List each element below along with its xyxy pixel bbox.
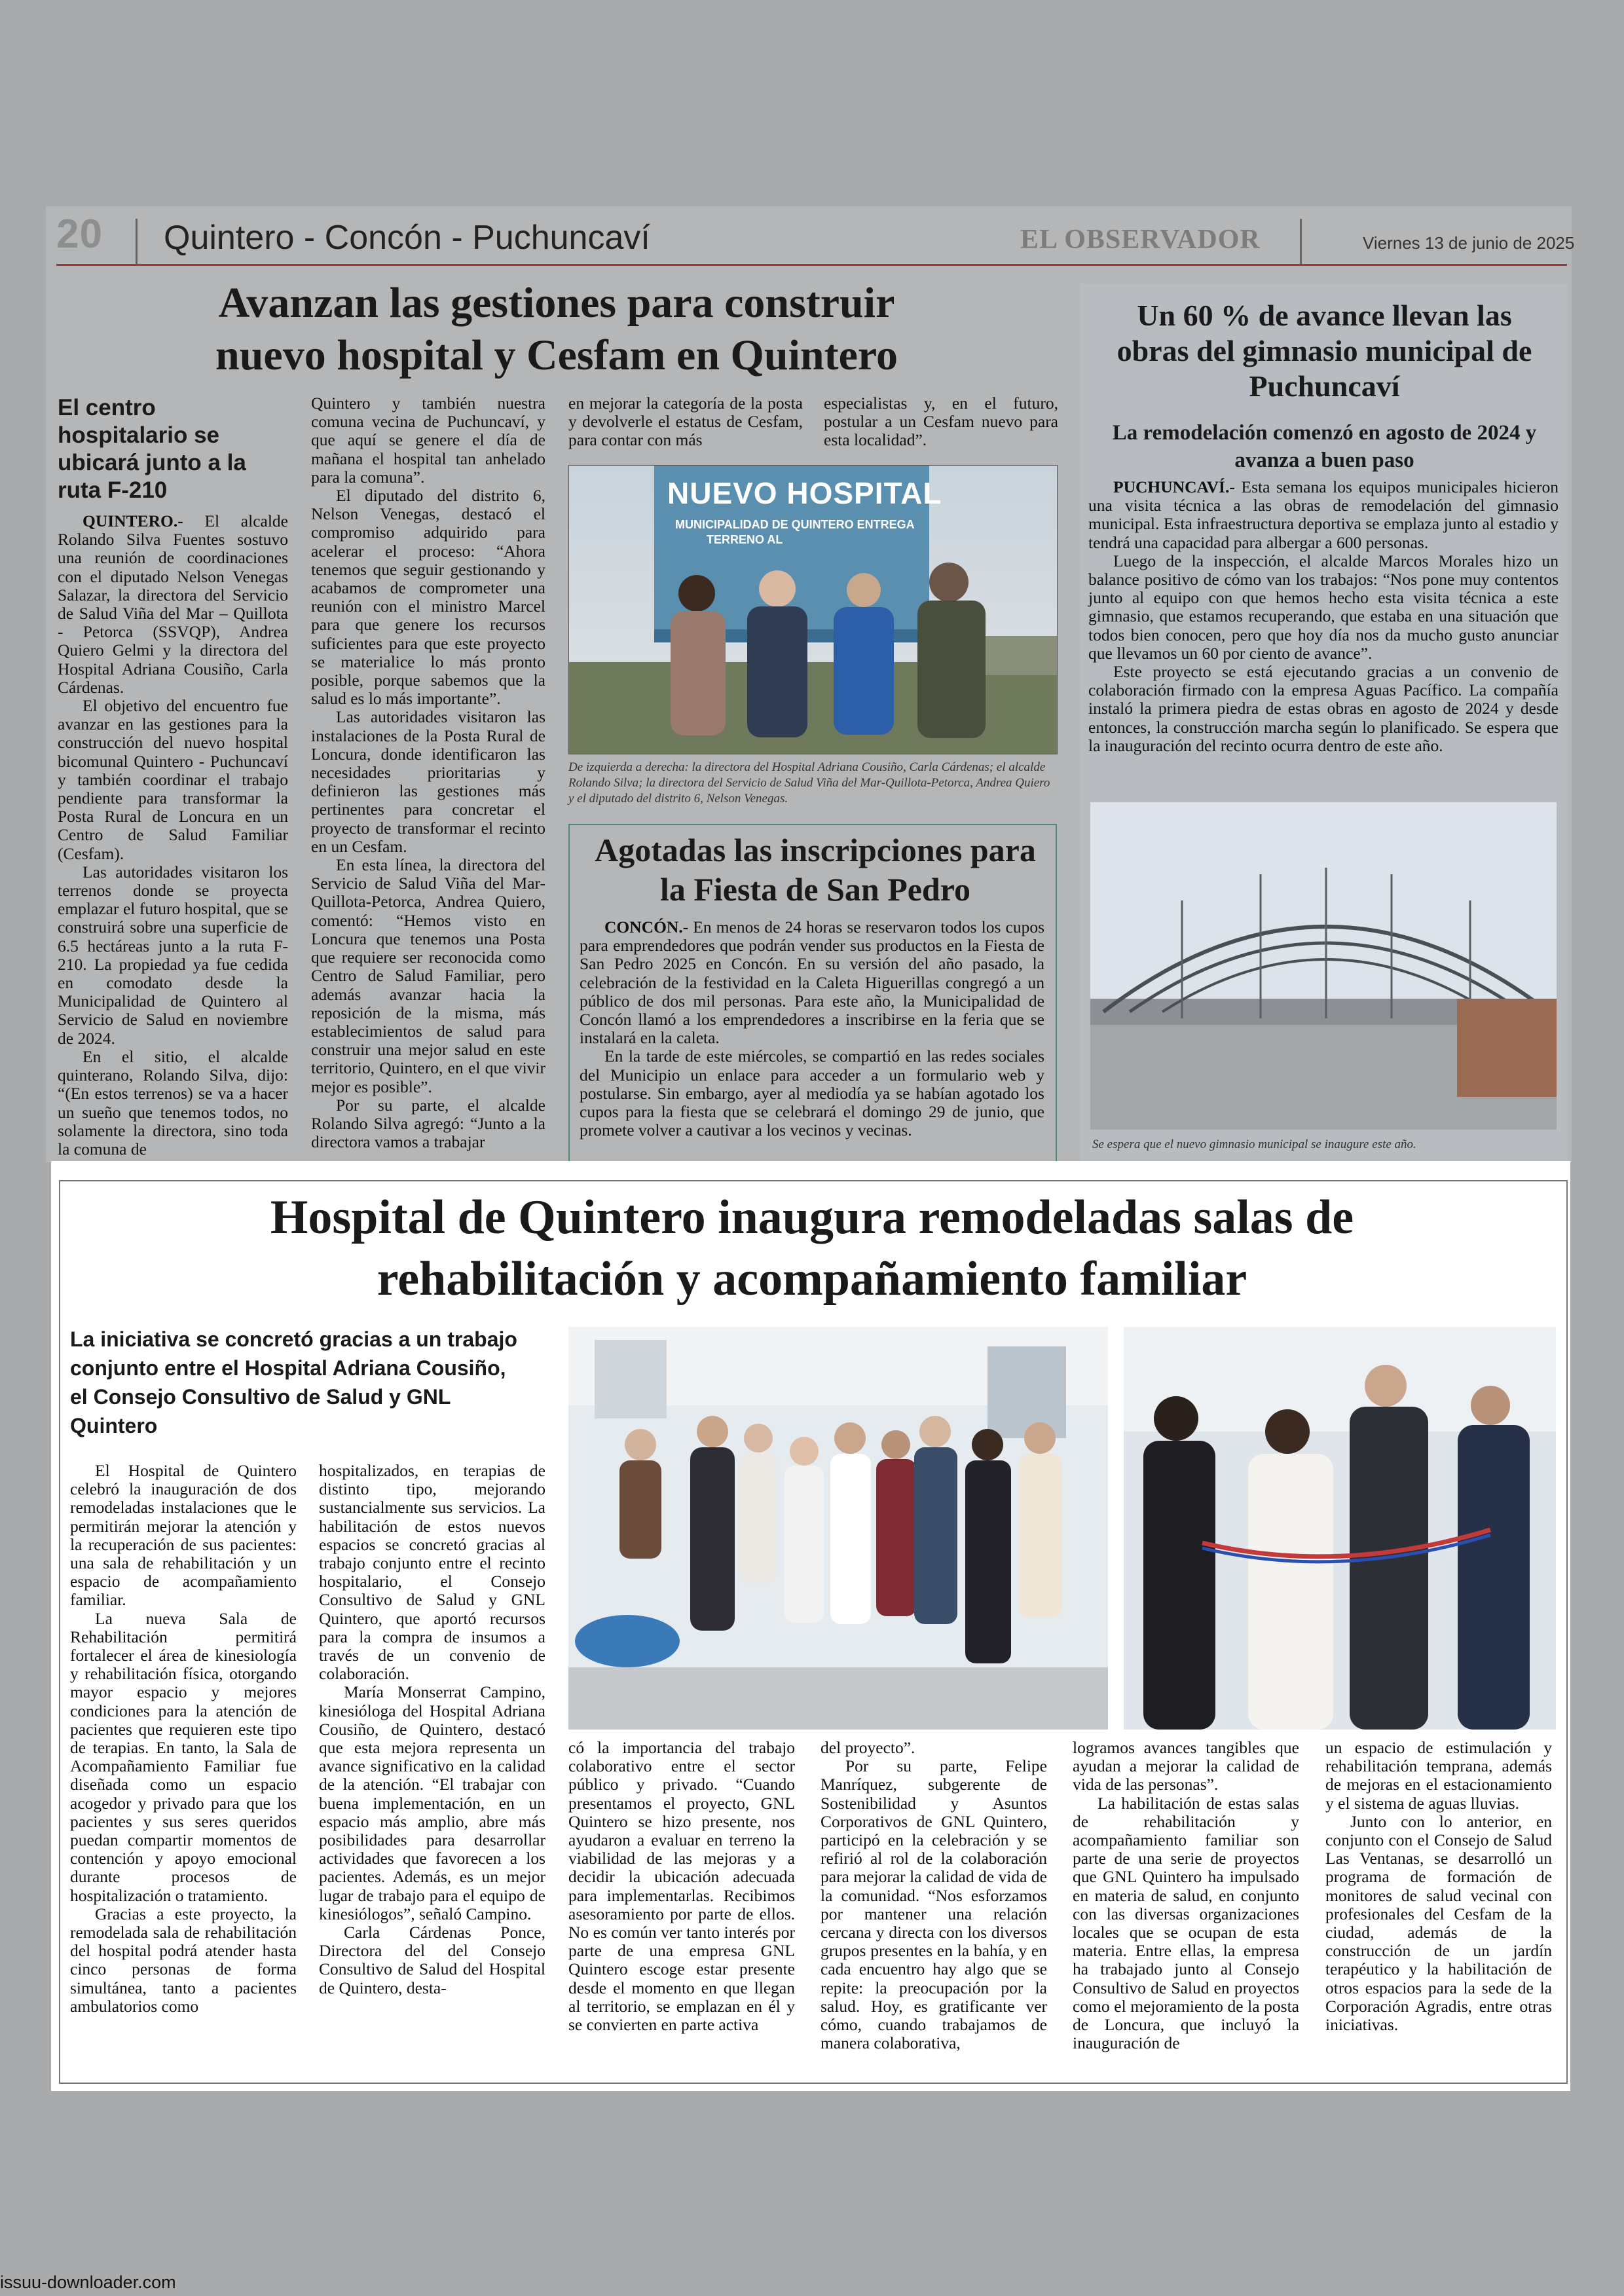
article3-p2: Luego de la inspección, el alcalde Marcos Morales hizo un balance positivo de cómo van los trabajos: “Nos pone muy contentos junto al equipo con que hemos hecho esta visita técnica a este gimnasio, que estamos recuperando, que estaba en una situación que todos bien conocen, pero que hoy día nos da mucho gusto anunciar que llevamos un 60 por ciento de avance”.: [1088, 551, 1559, 663]
article4-column-3: [568, 1739, 795, 2034]
article4-c1-p2: La nueva Sala de Rehabilitación permitirá fortalecer el área de kinesiología y rehabilitación física, otorgando mayor espacio y mejores condiciones para la atención de pacientes que requieren este tipo de terapias. En tanto, la Sala de Acompañamiento Familiar fue diseñada como un espacio acogedor y privado para que los pacientes y sus seres queridos puedan compartir momentos de contención y apoyo emocional durante procesos de hospitalización o tratamiento.: [70, 1608, 297, 1905]
article4-column-2: [319, 1462, 545, 1997]
article1-c2-p4: En esta línea, la directora del Servicio de Salud Viña del Mar-Quillota-Petorca, Andrea Quiero, comentó: “Hemos visto en Loncura que tenemos una Posta que requiere ser reconocida como Centro de Salud Familiar, pero además avanzar hacia la reposición de la misma, más establecimientos de salud para construir una mejor salud en este territorio, Quintero, en el que vivir mejor es posible”.: [311, 855, 545, 1096]
sign-text-1: NUEVO HOSPITAL: [667, 476, 942, 510]
article4-c2-p2: María Monserrat Campino, kinesióloga del Hospital Adriana Cousiño, de Quintero, destacó que esta mejora representa un avance significativo en la calidad de la atención. “El trabajar con buena implementación, en un espacio más amplio, abre más posibilidades para desarrollar actividades que favorecen a los pacientes. Además, es un mejor lugar de trabajo para el equipo de kinesiólogos”, señaló Campino.: [319, 1682, 545, 1923]
article1-c2-p2: El diputado del distrito 6, Nelson Venegas, destacó el compromiso adquirido para acelerar el proceso: “Ahora tenemos que seguir gestionando y acabamos de comprometer una reunión con el ministro Marcel para que genere los recursos suficientes para que este proyecto se materialice lo más pronto posible, porque sabemos que la salud es lo más importante”.: [311, 486, 545, 709]
article1-c2-p5: Por su parte, el alcalde Rolando Silva agregó: “Junto a la directora vamos a trabajar: [311, 1095, 545, 1152]
article1-column-2: [311, 394, 545, 1176]
article4-c1-p3: Gracias a este proyecto, la remodelada sala de rehabilitación del hospital podrá atender hasta cinco personas de forma simultánea, tanto a pacientes ambulatorios como: [70, 1904, 297, 2016]
article1-headline: Avanzan las gestiones para construir nuevo hospital y Cesfam en Quintero: [215, 279, 898, 379]
header-red-rule: [56, 264, 1567, 266]
gym-caption: Se espera que el nuevo gimnasio municipal se inaugure este año.: [1092, 1138, 1416, 1151]
article3-subhead: La remodelación comenzó en agosto de 2024 y avanza a buen paso: [1112, 421, 1537, 472]
article1-c1-p3: Las autoridades visitaron los terrenos donde se proyecta emplazar el futuro hospital, que se construirá sobre una superficie de 6.5 hectáreas junto a la ruta F-210. La propiedad ya fue cedida en comodato desde la Municipalidad de Quintero al Servicio de Salud en noviembre de 2024.: [58, 862, 288, 1048]
article4-subhead: La iniciativa se concretó gracias a un trabajo conjunto entre el Hospital Adriana Cousiño, el Consejo Consultivo de Salud y GNL Quintero: [70, 1327, 517, 1437]
dateline-puchuncavi: PUCHUNCAVÍ.-: [1113, 477, 1235, 496]
article4-c5-p1: logramos avances tangibles que ayudan a mejorar la calidad de vida de las personas”.: [1073, 1738, 1299, 1794]
article1-c1-p1: El alcalde Rolando Silva Fuentes sostuvo una reunión de coordinaciones con el diputado Nelson Venegas Salazar, la directora del Servicio de Salud Viña del Mar – Quillota - Petorca (SSVQP), Andrea Quiero Gelmi y la directora del Hospital Adriana Cousiño, Carla Cárdenas.: [58, 512, 288, 697]
article4-column-1: [70, 1462, 297, 2016]
page-number: 20: [56, 212, 103, 257]
article1-c1-p4: En el sitio, el alcalde quinterano, Rolando Silva, dijo: “(En estos terrenos) se va a hacer un sueño que tenemos todos, no solamente la directora, sino toda la comuna de: [58, 1046, 288, 1158]
section-title: Quintero - Concón - Puchuncaví: [164, 219, 650, 257]
article3-p1: Esta semana los equipos municipales hicieron una visita técnica a las obras de remodelación del gimnasio municipal. Esta infraestructura deportiva se emplaza junto al estadio y tendrá una capacidad para albergar a 600 personas.: [1088, 477, 1559, 552]
article4-column-4: [821, 1739, 1047, 2052]
header-divider: [136, 219, 138, 266]
article4-c3-p1: có la importancia del trabajo colaborativo entre el sector público y privado. “Cuando presentamos el proyecto, GNL Quintero se hizo presente, nos ayudaron a evaluar en terreno la viabilidad de las mejoras y a decidir la ubicación adecuada para implementarlas. Recibimos asesoramiento por parte de ellos. No es común ver tanto interés por parte de una empresa GNL Quintero escoge estar presente desde el momento en que llegan al territorio, se emplazan en él y se convierten en parte activa: [568, 1738, 795, 2035]
sign-text-3: TERRENO AL: [707, 533, 783, 546]
article1-c1-p2: El objetivo del encuentro fue avanzar en las gestiones para la construcción del nuevo hospital bicomunal Quintero - Puchuncaví y también coordinar el trabajo pendiente para transformar la Posta Rural de Loncura en un Centro de Salud Familiar (Cesfam).: [58, 696, 288, 863]
article1-subhead: El centro hospitalario se ubicará junto a la ruta F-210: [58, 395, 246, 503]
article1-column-1: [58, 512, 288, 1176]
gym-construction-photo: [1090, 802, 1557, 1130]
article4-c4-p2: Por su parte, Felipe Manríquez, subgerente de Sostenibilidad y Asuntos Corporativos de GNL Quintero, participó en la celebración y se refirió al rol de la colaboración para mejorar la calidad de vida de la comunidad. “Nos esforzamos por mantener una relación cercana y directa con los diversos grupos presentes en la bahía, y en cada encuentro hay algo que se repite: la preocupación por la salud. Hoy, es gratificante ver cómo, cuando trabajamos de manera colaborativa,: [821, 1756, 1047, 2053]
article2-p2: En la tarde de este miércoles, se compartió en las redes sociales del Municipio un enlace para acceder a un formulario web y postularse. Sin embargo, ayer al mediodía ya se habían agotado los cupos para la fiesta que se celebrará el domingo 29 de junio, que promete volver a cautivar a los vecinos y vecinas.: [580, 1046, 1044, 1140]
newspaper-name: EL OBSERVADOR: [1020, 225, 1261, 255]
dateline-concon: CONCÓN.-: [604, 917, 689, 936]
article4-c2-p1: hospitalizados, en terapias de distinto tipo, mejorando sustancialmente sus servicios. La habilitación de estos nuevos espacios se concretó gracias al trabajo conjunto entre el recinto hospitalario, el Consejo Consultivo de Salud y GNL Quintero, que aportó recursos para la compra de insumos a través de un convenio de colaboración.: [319, 1461, 545, 1684]
article1-c2-p1: Quintero y también nuestra comuna vecina de Puchuncaví, y que aquí se genere el día de mañana el hospital tan anhelado para la comuna”.: [311, 394, 545, 487]
watermark-text[interactable]: issuu-downloader.com: [0, 2272, 176, 2292]
group-photo: [568, 1327, 1108, 1730]
article3-p3: Este proyecto se está ejecutando gracias a un convenio de colaboración firmado con la empresa Aguas Pacífico. La compañía instaló la primera piedra de estas obras en agosto de 2024 y desde entonces, la construcción marcha según lo planificado. Se espera que la inauguración del recinto ocurra dentro de este año.: [1088, 662, 1559, 755]
header-divider-2: [1300, 219, 1302, 266]
article4-c6-p2: Junto con lo anterior, en conjunto con el Consejo de Salud Las Ventanas, se desarrolló un programa de formación de monitores de salud vecinal con profesionales del Cesfam de la ciudad, además de la construcción de un jardín terapéutico y la habilitación de otros espacios para la sede de la Corporación Agradis, entre otras iniciativas.: [1325, 1811, 1552, 2035]
article4-column-5: [1073, 1739, 1299, 2052]
hospital-site-caption: De izquierda a derecha: la directora del Hospital Adriana Cousiño, Carla Cárdenas; el alcalde Rolando Silva; la directora del Servicio de Salud Viña del Mar-Quillota-Petorca, Andrea Quiero y el diputado del distrito 6, Nelson Venegas.: [568, 760, 1050, 805]
article2-headline: Agotadas las inscripciones para la Fiesta de San Pedro: [595, 832, 1036, 908]
article3-body: [1088, 478, 1559, 755]
article4-c1-p1: El Hospital de Quintero celebró la inauguración de dos remodeladas instalaciones que le permitirán mejorar la atención y la recuperación de sus pacientes: una sala de rehabilitación y un espacio de acompañamiento familiar.: [70, 1461, 297, 1610]
article2-body: [580, 918, 1044, 1139]
article1-column-4: [824, 394, 1058, 450]
article2-p1: En menos de 24 horas se reservaron todos los cupos para emprendedores que podrán vender sus productos en la Fiesta de San Pedro 2025 en Concón. En su versión del año pasado, la celebración de la festividad en la Caleta Higuerillas congregó a un público de dos mil personas. Para este año, la Municipalidad de Concón llamó a los emprendedores a inscribirse en la feria que se instalará en la caleta.: [580, 917, 1044, 1048]
article4-c5-p2: La habilitación de estas salas de rehabilitación y acompañamiento familiar son parte de una serie de proyectos que GNL Quintero ha impulsado en materia de salud, en conjunto con las diversas organizaciones locales que se ocupan de esta materia. Entre ellas, la empresa ha trabajado junto al Consejo Consultivo de Salud en proyectos como el mejoramiento de la posta de Loncura, que incluyó la inauguración de: [1073, 1793, 1299, 2053]
article1-c4-text: especialistas y, en el futuro, postular a un Cesfam nuevo para esta localidad”.: [824, 394, 1058, 450]
article4-column-6: [1325, 1739, 1552, 2034]
article3-headline: Un 60 % de avance llevan las obras del gimnasio municipal de Puchuncaví: [1116, 299, 1532, 403]
article1-c3-text: en mejorar la categoría de la posta y devolverle el estatus de Cesfam, para contar con más: [568, 394, 803, 450]
sign-text-2: MUNICIPALIDAD DE QUINTERO ENTREGA: [675, 518, 915, 531]
ribbon-cutting-photo: [1124, 1327, 1556, 1730]
issue-date: Viernes 13 de junio de 2025: [1363, 233, 1575, 253]
article4-c6-p1: un espacio de estimulación y rehabilitación temprana, además de mejoras en el estacionamiento y el sistema de aguas lluvias.: [1325, 1738, 1552, 1813]
article1-column-3: [568, 394, 803, 450]
hospital-site-photo: [568, 465, 1058, 754]
article4-c2-p3: Carla Cárdenas Ponce, Directora del del Consejo Consultivo de Salud del Hospital de Quintero, desta-: [319, 1923, 545, 1997]
dateline-quintero: QUINTERO.-: [83, 512, 183, 530]
article4-headline: Hospital de Quintero inaugura remodeladas salas de rehabilitación y acompañamiento familiar: [270, 1191, 1354, 1306]
article4-c4-p1: del proyecto”.: [821, 1738, 915, 1757]
article1-c2-p3: Las autoridades visitaron las instalaciones de la Posta Rural de Loncura, donde identificaron las necesidades prioritarias y definieron las gestiones más pertinentes para concretar el proyecto de transformar el recinto en un Cesfam.: [311, 707, 545, 856]
